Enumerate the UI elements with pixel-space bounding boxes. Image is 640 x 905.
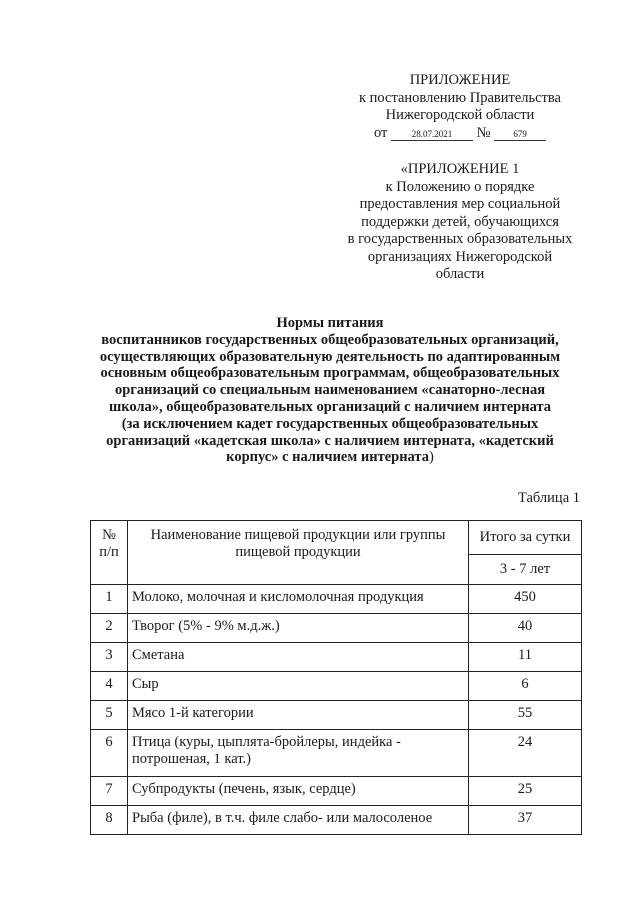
title-line-text: корпус» с наличием интерната bbox=[226, 449, 429, 466]
header-name: Наименование пищевой продукции или группы пищевой продукции bbox=[128, 521, 469, 585]
title-line: (за исключением кадет государственных общеобразовательных bbox=[121, 415, 539, 432]
appendix-1-line: предоставления мер социальной bbox=[359, 196, 561, 212]
appendix-1-line: области bbox=[435, 266, 485, 282]
appendix-1-line: поддержки детей, обучающихся bbox=[361, 213, 559, 230]
row-value: 40 bbox=[469, 614, 582, 643]
appendix-line: Нижегородской области bbox=[385, 107, 535, 123]
date-value: 28.07.2021 bbox=[391, 129, 473, 141]
header-num-line2: п/п bbox=[99, 544, 119, 560]
table-header-row bbox=[91, 521, 582, 555]
appendix-line: к постановлению Правительства bbox=[359, 89, 561, 106]
row-name: Птица (куры, цыплята-бройлеры, индейка - потрошеная, 1 кат.) bbox=[128, 730, 469, 777]
row-name: Мясо 1-й категории bbox=[128, 701, 469, 730]
row-name: Творог (5% - 9% м.д.ж.) bbox=[128, 614, 469, 643]
table-row bbox=[91, 777, 582, 806]
title-line: осуществляющих образовательную деятельность по адаптированным bbox=[99, 348, 561, 365]
row-value: 24 bbox=[469, 730, 582, 777]
table-row bbox=[91, 806, 582, 835]
title-closing-paren: ) bbox=[428, 449, 434, 466]
appendix-header bbox=[330, 72, 590, 142]
row-num: 5 bbox=[91, 701, 128, 730]
header-total: Итого за сутки bbox=[469, 521, 582, 555]
title-line: воспитанников государственных общеобразовательных организаций, bbox=[101, 331, 559, 348]
row-name: Рыба (филе), в т.ч. филе слабо- или малосоленое bbox=[128, 806, 469, 835]
row-name: Сыр bbox=[128, 672, 469, 701]
table-row bbox=[91, 701, 582, 730]
table-row bbox=[91, 643, 582, 672]
row-name: Молоко, молочная и кисломолочная продукция bbox=[128, 585, 469, 614]
appendix-1-line: к Положению о порядке bbox=[385, 178, 535, 195]
appendix-1-header bbox=[330, 161, 590, 284]
title-line: школа», общеобразовательных организаций с наличием интерната bbox=[108, 398, 552, 415]
row-name: Сметана bbox=[128, 643, 469, 672]
header-num bbox=[91, 521, 128, 585]
title-line: организаций «кадетская школа» с наличием интерната, «кадетский bbox=[106, 432, 554, 449]
title-line bbox=[70, 449, 590, 466]
row-value: 37 bbox=[469, 806, 582, 835]
header-num-line1: № bbox=[102, 527, 116, 543]
table-caption: Таблица 1 bbox=[517, 490, 580, 506]
table-row bbox=[91, 730, 582, 777]
row-value: 11 bbox=[469, 643, 582, 672]
row-num: 4 bbox=[91, 672, 128, 701]
row-num: 3 bbox=[91, 643, 128, 672]
nutrition-norms-table bbox=[90, 520, 582, 835]
row-value: 25 bbox=[469, 777, 582, 806]
table-row bbox=[91, 614, 582, 643]
appendix-1-title: «ПРИЛОЖЕНИЕ 1 bbox=[400, 161, 520, 177]
document-title bbox=[70, 315, 590, 466]
row-value: 6 bbox=[469, 672, 582, 701]
row-num: 8 bbox=[91, 806, 128, 835]
appendix-1-line: организациях Нижегородской bbox=[367, 248, 553, 265]
row-num: 1 bbox=[91, 585, 128, 614]
row-num: 6 bbox=[91, 730, 128, 777]
row-value: 55 bbox=[469, 701, 582, 730]
header-age: 3 - 7 лет bbox=[469, 555, 582, 585]
date-prefix: от bbox=[373, 124, 388, 141]
title-line: организаций со специальным наименованием «санаторно-лесная bbox=[114, 382, 546, 399]
number-sign: № bbox=[476, 124, 491, 141]
appendix-1-line: в государственных образовательных bbox=[347, 231, 573, 247]
row-num: 2 bbox=[91, 614, 128, 643]
row-name: Субпродукты (печень, язык, сердце) bbox=[128, 777, 469, 806]
row-num: 7 bbox=[91, 777, 128, 806]
table-row bbox=[91, 672, 582, 701]
table-row bbox=[91, 585, 582, 614]
number-value: 679 bbox=[494, 129, 546, 141]
appendix-title: ПРИЛОЖЕНИЕ bbox=[409, 72, 511, 88]
title-line: Нормы питания bbox=[276, 315, 384, 331]
title-line: основным общеобразовательным программам, общеобразовательных bbox=[100, 365, 560, 382]
row-value: 450 bbox=[469, 585, 582, 614]
appendix-date-line bbox=[330, 125, 590, 143]
